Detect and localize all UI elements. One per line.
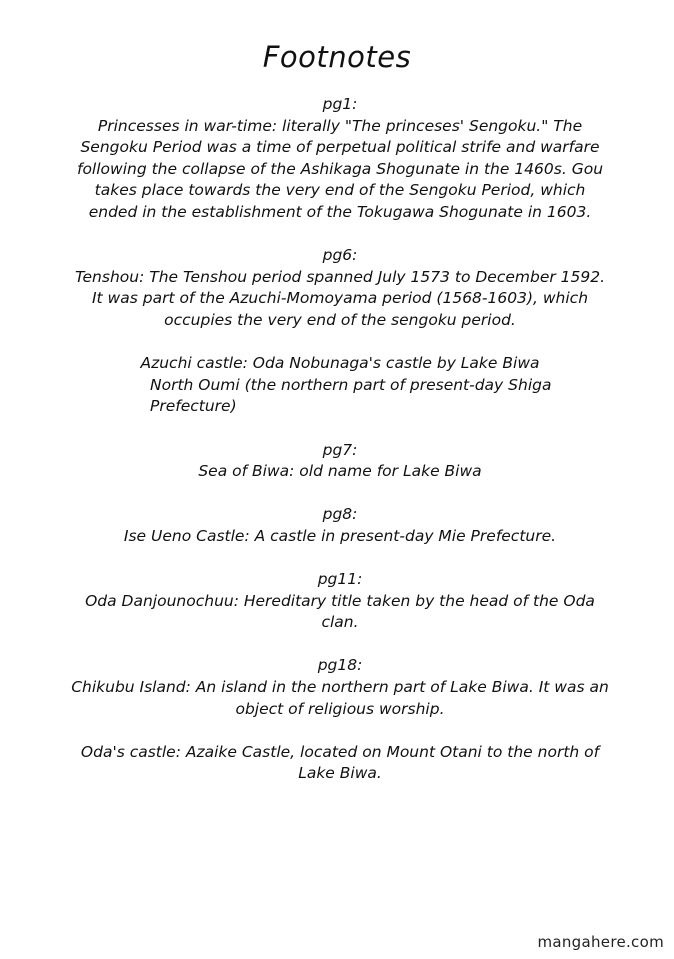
section-pg1 — [70, 94, 610, 224]
section-pg6 — [70, 245, 610, 418]
page-ref: pg8: — [322, 505, 358, 524]
footnote-entry: Tenshou: The Tenshou period spanned July 1573 to December 1592. It was part of the Azuchi-Momoyama period (1568-1603), which occupies the very end of the sengoku period. — [74, 267, 606, 329]
section-pg8 — [70, 504, 610, 547]
footnote-entry: Chikubu Island: An island in the northern part of Lake Biwa. It was an object of religious worship. — [71, 678, 609, 718]
section-pg18 — [70, 655, 610, 785]
page-title: Footnotes — [262, 40, 412, 74]
footnote-entry-continued: North Oumi (the northern part of present-day Shiga Prefecture) — [150, 375, 552, 416]
section-pg7 — [70, 440, 610, 483]
footnotes-body — [70, 94, 610, 785]
footnote-entry: Ise Ueno Castle: A castle in present-day Mie Prefecture. — [123, 526, 557, 545]
footnote-entry: Princesses in war-time: literally "The princeses' Sengoku." The Sengoku Period was a time of perpetual political strife and warfare following the collapse of the Ashikaga Shogunate in the 1460s. Gou takes place towards the very end of the Sengoku Period, which ended in the establishment of the Tokugawa Shogunate in 1603. — [76, 116, 604, 221]
page-ref: pg7: — [322, 440, 358, 459]
footnote-entry: Azuchi castle: Oda Nobunaga's castle by Lake Biwa — [140, 354, 540, 373]
page-ref: pg18: — [317, 656, 363, 675]
page-ref: pg6: — [322, 246, 358, 265]
section-pg11 — [70, 569, 610, 634]
footnote-entry: Sea of Biwa: old name for Lake Biwa — [198, 462, 482, 481]
footnote-entry: Oda's castle: Azaike Castle, located on Mount Otani to the north of Lake Biwa. — [80, 742, 600, 783]
watermark: mangahere.com — [537, 933, 664, 951]
page-ref: pg11: — [317, 570, 363, 589]
footnote-entry: Oda Danjounochuu: Hereditary title taken by the head of the Oda clan. — [85, 591, 595, 632]
page-ref: pg1: — [322, 95, 358, 113]
